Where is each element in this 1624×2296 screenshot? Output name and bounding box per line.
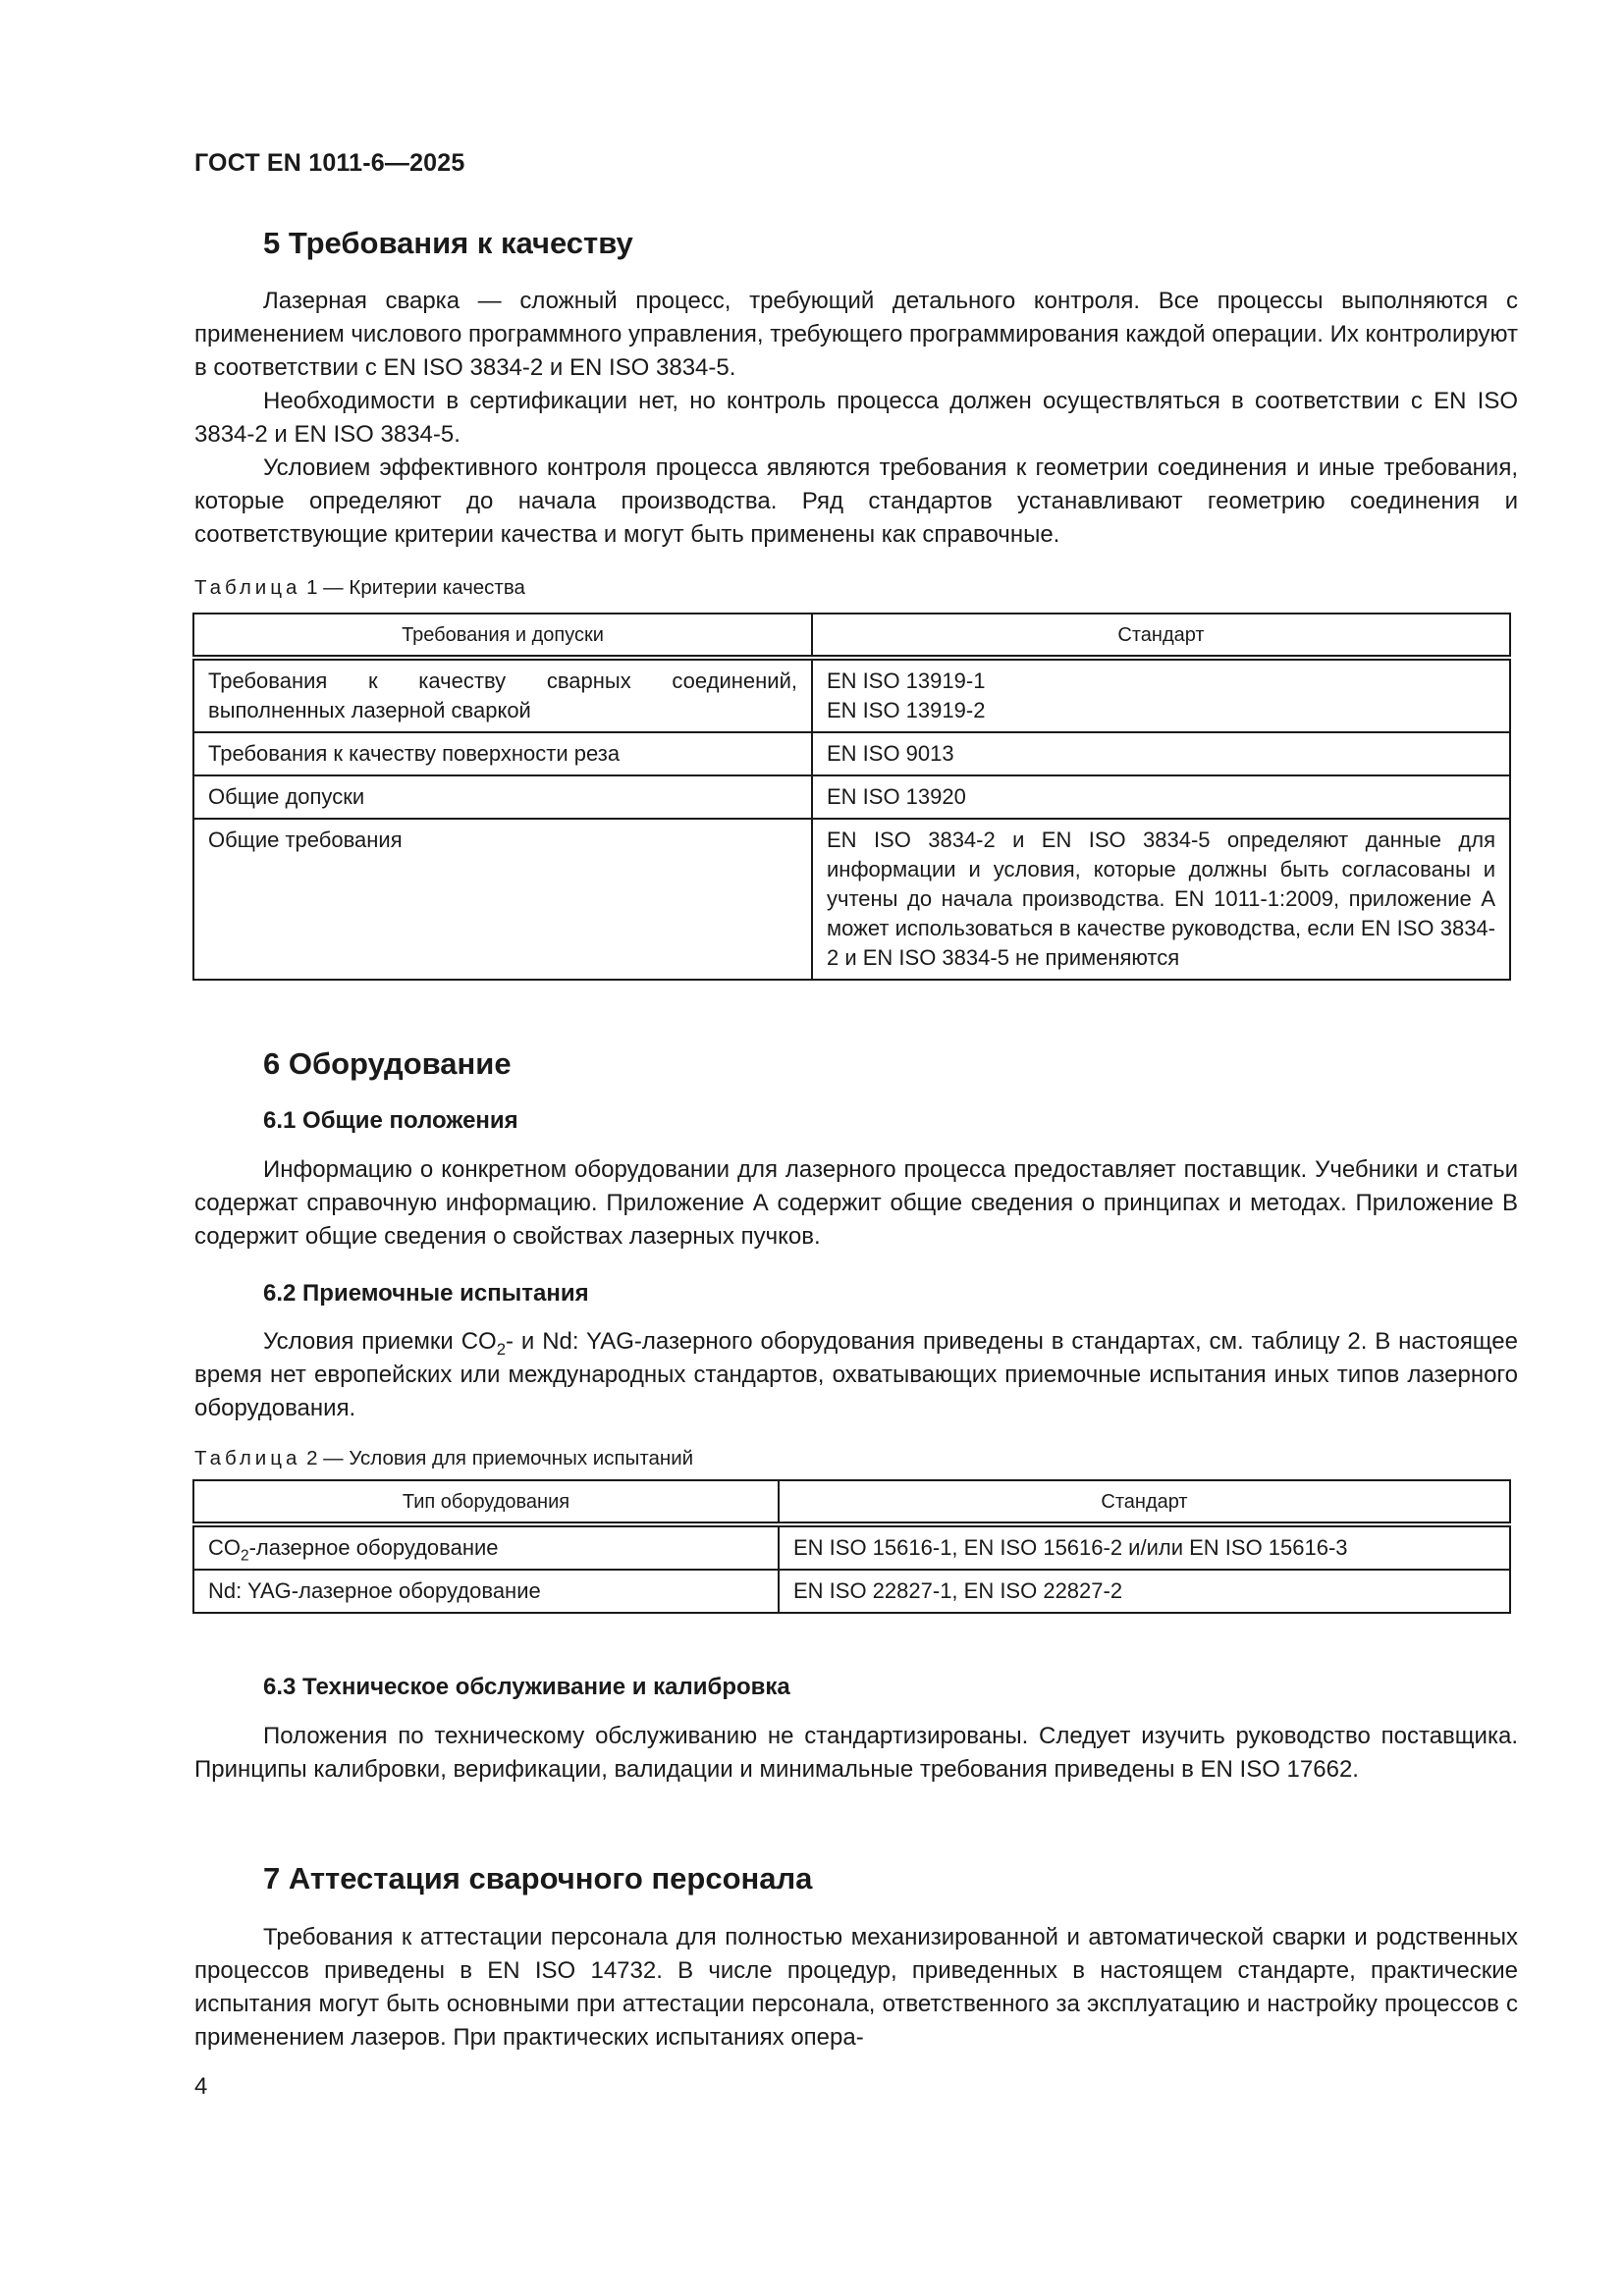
section-6-3-body (194, 1720, 1518, 1787)
subscript: 2 (496, 1339, 507, 1359)
table-cell-requirement: Требования к качеству сварных соединений, выполненных лазерной сваркой (193, 658, 812, 732)
column-header: Стандарт (812, 614, 1510, 658)
paragraph: Условием эффективного контроля процесса являются требования к геометрии соединения и иные требования, которые определяют до начала производства. Ряд стандартов устанавливают геометрию соединения и соответствующие критерии качества и могут быть применены как справочные. (194, 454, 1518, 548)
table-header-row (193, 614, 1510, 658)
table-cell-requirement: Требования к качеству поверхности реза (193, 732, 812, 775)
standard-line: EN ISO 13919-2 (827, 698, 986, 722)
table-row (193, 658, 1510, 732)
caption-text: 2 — Условия для приемочных испытаний (300, 1447, 694, 1469)
table-2-acceptance-tests (192, 1479, 1511, 1614)
table-cell-standard: EN ISO 22827-1, EN ISO 22827-2 (779, 1570, 1510, 1613)
table-row (193, 732, 1510, 775)
section-6-2-heading: 6.2 Приемочные испытания (263, 1280, 589, 1307)
section-6-3-heading: 6.3 Техническое обслуживание и калибровка (263, 1674, 790, 1700)
paragraph: Требования к аттестации персонала для полностью механизированной и автоматической сварки и родственных процессов приведены в EN ISO 14732. В числе процедур, приведенных в настоящем стандарте, практические испытания могут быть основными при аттестации персонала, ответственного за эксплуатацию и настройку процессов с применением лазеров. При практических испытаниях опера- (194, 1924, 1518, 2051)
table-2-caption (194, 1447, 693, 1470)
table-row (193, 1524, 1510, 1570)
paragraph: Положения по техническому обслуживанию не стандартизированы. Следует изучить руководство поставщика. Принципы калибровки, верификации, валидации и минимальные требования приведены в EN ISO 17662. (194, 1723, 1518, 1783)
section-6-1-heading: 6.1 Общие положения (263, 1107, 518, 1134)
table-1-quality-criteria (192, 613, 1511, 981)
paragraph (194, 1325, 1518, 1425)
section-7-body (194, 1921, 1518, 2055)
table-cell-standard: EN ISO 13920 (812, 775, 1510, 819)
section-6-heading: 6 Оборудование (263, 1046, 512, 1081)
table-cell-standard: EN ISO 3834-2 и EN ISO 3834-5 определяют данные для информации и условия, которые должны быть согласованы и учтены до начала производства. EN 1011-1:2009, приложение А может использоваться в качестве руководства, если EN ISO 3834-2 и EN ISO 3834-5 не применяются (812, 819, 1510, 980)
column-header: Стандарт (779, 1480, 1510, 1524)
table-1-caption (194, 576, 525, 600)
table-cell-standard: EN ISO 9013 (812, 732, 1510, 775)
paragraph: Лазерная сварка — сложный процесс, требующий детального контроля. Все процессы выполняются с применением числового программного управления, требующего программирования каждой операции. Их контролируют в соответствии с EN ISO 3834-2 и EN ISO 3834-5. (194, 288, 1518, 381)
table-cell-standard: EN ISO 15616-1, EN ISO 15616-2 и/или EN ISO 15616-3 (779, 1524, 1510, 1570)
table-cell-standard (812, 658, 1510, 732)
text: - и Nd: YAG-лазерного оборудования приведены в стандартах, см. таблицу 2. В настоящее время нет европейских или международных стандартов, охватывающих приемочные испытания иных типов лазерного оборудования. (194, 1328, 1518, 1421)
section-7-heading: 7 Аттестация сварочного персонала (263, 1861, 813, 1896)
caption-label: Таблица (194, 576, 301, 599)
table-cell-equipment-type: Nd: YAG-лазерное оборудование (193, 1570, 779, 1613)
text: -лазерное оборудование (248, 1535, 499, 1560)
caption-label: Таблица (194, 1447, 301, 1469)
page-number: 4 (194, 2073, 208, 2100)
table-cell-equipment-type (193, 1524, 779, 1570)
column-header: Требования и допуски (193, 614, 812, 658)
paragraph: Необходимости в сертификации нет, но контроль процесса должен осуществляться в соответствии с EN ISO 3834-2 и EN ISO 3834-5. (194, 388, 1518, 448)
table-cell-requirement: Общие допуски (193, 775, 812, 819)
table-row (193, 775, 1510, 819)
table-row (193, 1570, 1510, 1613)
table-cell-requirement: Общие требования (193, 819, 812, 980)
table-header-row (193, 1480, 1510, 1524)
standard-line: EN ISO 13919-1 (827, 668, 986, 693)
text: CO (208, 1535, 241, 1560)
paragraph: Информацию о конкретном оборудовании для лазерного процесса предоставляет поставщик. Учебники и статьи содержат справочную информацию. Приложение А содержит общие сведения о принципах и методах. Приложение В содержит общие сведения о свойствах лазерных пучков. (194, 1156, 1518, 1250)
text: Условия приемки CO (263, 1328, 497, 1355)
table-row (193, 819, 1510, 980)
column-header: Тип оборудования (193, 1480, 779, 1524)
caption-text: 1 — Критерии качества (300, 576, 525, 599)
document-header: ГОСТ EN 1011-6—2025 (194, 149, 465, 177)
subscript: 2 (241, 1547, 249, 1565)
section-6-2-body (194, 1325, 1518, 1425)
section-5-heading: 5 Требования к качеству (263, 226, 633, 260)
section-5-body (194, 285, 1518, 552)
section-6-1-body (194, 1153, 1518, 1254)
